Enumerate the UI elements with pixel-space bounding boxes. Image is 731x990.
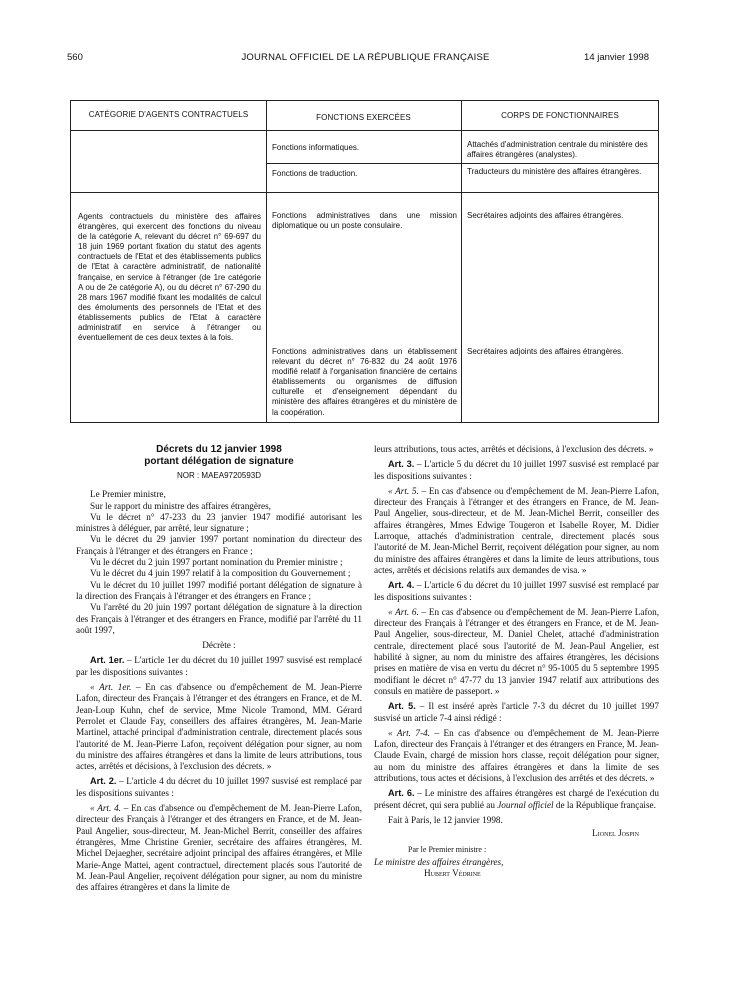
article-text: – Il est inséré après l'article 7-3 du décret du 10 juillet 1997 susvisé un article 7-4 ainsi rédigé : (374, 701, 659, 723)
paragraph: Le Premier ministre, (90, 489, 166, 500)
quote-text: – En cas d'absence ou d'empêchement de M. Jean-Pierre Lafon, directeur des Français à l'étranger et des étrangers en France, et de M. Jean-Paul Angelier, sous-directeur, M. Jean-Michel Berrit, conseiller des affaires étrangères, Mme Christine Grenier, secrétaire des affaires étrangères, M. Michel Dejaegher, secrétaire adjoint principal des affaires étrangères, et Mlle Marie-Ange Mattei, agent contractuel, directement placés sous l'autorité de M. Jean-Paul Angelier, reçoivent délégation pour signer, au nom du ministre des affaires étrangères et dans la limite de (76, 803, 362, 893)
article-text: – L'article 5 du décret du 10 juillet 1997 susvisé est remplacé par les dispositions suivantes : (374, 459, 659, 481)
table-cell: Attachés d'administration centrale du ministère des affaires étrangères (analystes). (467, 140, 648, 160)
table-cell: Fonctions informatiques. (272, 143, 360, 152)
article-5-quote (374, 728, 659, 784)
table-header-category: CATÉGORIE D'AGENTS CONTRACTUELS (88, 110, 249, 119)
decrete-label: Décrète : (202, 640, 236, 651)
quote-text: – En cas d'absence ou d'empêchement de M. Jean-Pierre Lafon, directeur des Français à l'étranger et des étrangers en France, de M. Jean-Paul Angelier, sous-directeur, et de M. Jean-Michel Berrit, conseiller des affaires étrangères, Mmes Edwige Tougeron et Isabelle Royer, M. Didier Larroque, attachés d'administration centrale, directement placés sous l'autorité de M. Jean-Michel Berrit, reçoivent délégation pour signer, au nom du ministre des affaires étrangères et dans la limite de leurs attributions, tous actes, arrêtés et décisions relatifs aux demandes de visa. » (374, 485, 659, 575)
quote-heading: « Art. 6. (388, 606, 422, 617)
article-heading: Art. 2. (90, 776, 117, 787)
paragraph: Vu le décret n° 47-233 du 23 janvier 1947 modifié autorisant les ministres à déléguer, par arrêté, leur signature ; (76, 511, 362, 534)
table-header-functions: FONCTIONS EXERCÉES (316, 113, 411, 122)
article-1 (76, 655, 362, 678)
paragraph: Vu le décret du 2 juin 1997 portant nomination du Premier ministre ; (90, 557, 343, 568)
table-cell: Traducteurs du ministère des affaires étrangères. (467, 167, 642, 176)
article-heading: Art. 4. (388, 580, 415, 591)
article-text: – L'article 6 du décret du 10 juillet 1997 susvisé est remplacé par les dispositions suivantes : (374, 580, 659, 602)
paragraph: leurs attributions, tous actes, arrêtés et décisions, à l'exclusion des décrets. » (374, 444, 654, 454)
agents-table (70, 100, 659, 423)
column-divider (461, 101, 462, 422)
article-4-quote (374, 607, 659, 697)
article-4 (374, 580, 659, 603)
table-cell: Secrétaires adjoints des affaires étrangères. (467, 347, 624, 356)
quote-heading: « Art. 4. (90, 803, 124, 814)
article-3-quote (374, 486, 659, 576)
article-3 (374, 459, 659, 482)
column-divider (266, 101, 267, 422)
paragraph: Vu le décret du 10 juillet 1997 modifié portant délégation de signature à la direction des Français à l'étranger et des étrangers en France ; (76, 579, 362, 601)
quote-text: – En cas d'absence ou d'empêchement de M. Jean-Pierre Lafon, directeur des Français à l'étranger et des étrangers en France, et de M. Jean-Paul Angelier, sous-directeur, M. Daniel Chelet, attaché d'administration centrale, directement placé sous l'autorité de M. Jean-Paul Angelier, est habilité à signer, au nom du ministre des affaires étrangères, les décisions prises en matière de visa en vertu du décret n° 95-1005 du 5 septembre 1995 modifiant le décret n° 47-77 du 13 janvier 1947 relatif aux attributions des consuls en matière de passeport. » (374, 606, 659, 696)
article-text: de la République française. (553, 799, 656, 810)
table-cell: Agents contractuels du ministère des affaires étrangères, qui exercent des fonctions du niveau de la catégorie A, relevant du décret n° 69-697 du 18 juin 1969 portant fixation du statut des agents contractuels de l'Etat et des établissements publics de l'Etat à caractère administratif, de nationalité française, en service à l'étranger (de 1re catégorie A ou de 2e catégorie A), ou du décret n° 67-290 du 28 mars 1967 modifié fixant les modalités de calcul des émoluments des personnels de l'Etat et des établissements publics de l'Etat à caractère administratif en service à l'étranger ou éventuellement de ces deux textes à la fois. (78, 212, 261, 343)
article-1-quote (76, 682, 362, 772)
table-header-corps: CORPS DE FONCTIONNAIRES (501, 111, 619, 120)
paragraph: Vu le décret du 4 juin 1997 relatif à la composition du Gouvernement ; (90, 568, 351, 579)
table-cell: Fonctions administratives dans un établissement relevant du décret n° 76-832 du 24 août 1976 modifié relatif à l'organisation financière de certains établissements ou organismes de diffusion culturelle et d'enseignement dépendant du ministère des affaires étrangères et du ministère de la coopération. (272, 347, 457, 417)
row-divider (266, 163, 658, 164)
quote-heading: « Art. 7-4. (388, 727, 435, 738)
par-premier-ministre: Par le Premier ministre : (408, 844, 487, 854)
left-column (76, 444, 362, 893)
header-divider (71, 130, 658, 131)
right-column (374, 444, 659, 879)
article-5 (374, 701, 659, 724)
paragraph: Vu le décret du 29 janvier 1997 portant nomination du directeur des Français à l'étranger et des étrangers en France ; (76, 534, 362, 556)
journal-title: JOURNAL OFFICIEL DE LA RÉPUBLIQUE FRANÇAISE (241, 52, 490, 63)
nor-reference: NOR : MAEA9720593D (176, 471, 262, 480)
article-text: – Le ministre des affaires étrangères est chargé de l'exécution du présent décret, qui sera publié au (374, 788, 659, 810)
table-cell: Fonctions administratives dans une mission diplomatique ou un poste consulaire. (272, 211, 457, 231)
signatory: Lionel Jospin (592, 828, 639, 839)
article-heading: Art. 5. (388, 701, 416, 712)
table-cell: Secrétaires adjoints des affaires étrangères. (467, 211, 624, 220)
article-text: – L'article 4 du décret du 10 juillet 1997 susvisé est remplacé par les dispositions suivantes : (76, 776, 362, 798)
done-at: Fait à Paris, le 12 janvier 1998. (388, 814, 503, 825)
journal-name: Journal officiel (497, 799, 554, 810)
article-heading: Art. 3. (388, 459, 415, 470)
paragraph: Sur le rapport du ministre des affaires étrangères, (90, 500, 271, 511)
article-text: – L'article 1er du décret du 10 juillet 1997 susvisé est remplacé par les dispositions suivantes : (76, 655, 362, 677)
paragraph: Vu l'arrêté du 20 juin 1997 portant délégation de signature à la direction des Français à l'étranger et des étrangers en France, modifié par l'arrêté du 11 août 1997, (76, 602, 362, 635)
quote-text: – En cas d'absence ou d'empêchement de M. Jean-Pierre Lafon, directeur des Français à l'étranger et des étrangers en France, M. Jean-Claude Evain, chargé de mission hors classe, reçoit délégation pour signer, au nom du ministre des affaires étrangères et dans la limite de ses attributions, tous actes et décisions, à l'exclusion des arrêtés et des décrets. » (374, 727, 659, 784)
article-heading: Art. 6. (388, 788, 415, 799)
quote-text: – En cas d'absence ou d'empêchement de M. Jean-Pierre Lafon, directeur des Français à l'étranger et des étrangers en France, et de M. Jean-Loup Kuhn, chef de service, Mme Nicole Tramond, MM. Gérard Perrolet et Claude Fay, conseillers des affaires étrangères, M. Jean-Marie Martinel, attaché principal d'administration centrale, directement placés sous l'autorité de M. Jean-Pierre Lafon, reçoivent délégation pour signer, au nom du ministre des affaires étrangères et dans la limite de leurs attributions, tous actes, arrêtés et décisions, à l'exclusion des décrets. » (76, 682, 362, 772)
article-6 (374, 788, 659, 811)
article-heading: Art. 1er. (90, 655, 125, 666)
minister-name: Hubert Védrine (424, 868, 481, 879)
row-divider (71, 192, 658, 193)
page-number: 560 (67, 52, 83, 63)
article-2 (76, 776, 362, 799)
decree-subtitle: portant délégation de signature (144, 456, 294, 467)
quote-heading: « Art. 1er. (90, 682, 136, 693)
table-cell: Fonctions de traduction. (272, 169, 358, 178)
minister-title: Le ministre des affaires étrangères, (374, 856, 504, 867)
issue-date: 14 janvier 1998 (584, 52, 649, 63)
quote-heading: « Art. 5. (388, 485, 422, 496)
article-2-quote (76, 803, 362, 893)
decree-title: Décrets du 12 janvier 1998 (156, 444, 282, 455)
